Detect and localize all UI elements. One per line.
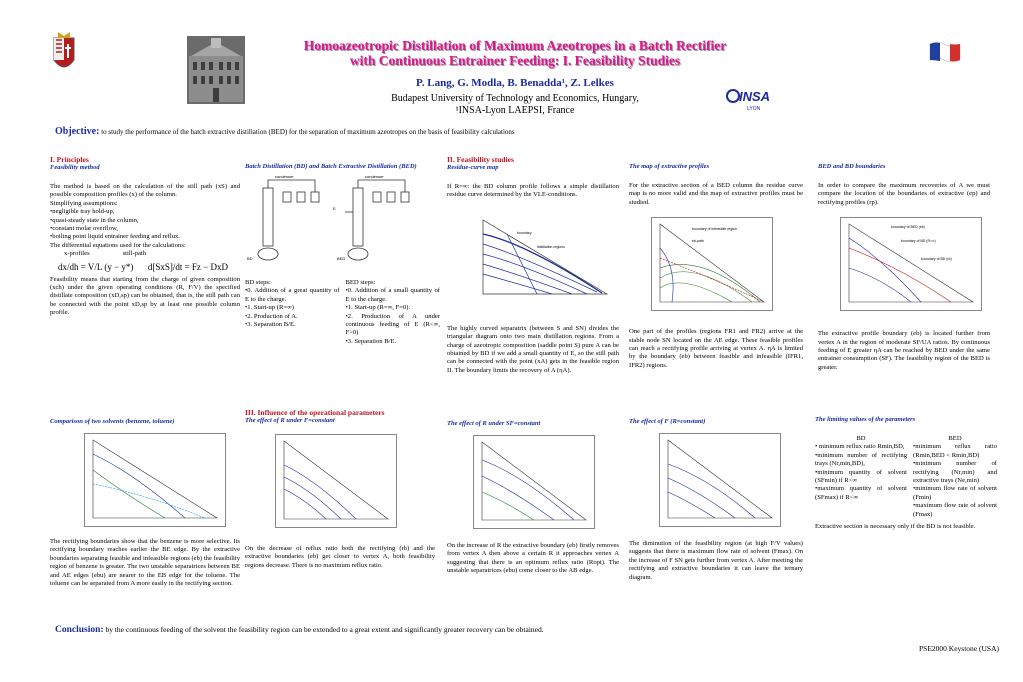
conclusion-label: Conclusion: — [55, 625, 104, 635]
svg-text:boundary of BD (R=∞): boundary of BD (R=∞) — [901, 239, 936, 244]
still-path-equation: d[SxS]/dt = Fz − DxD — [147, 261, 228, 272]
bed-limit-item: •maximum flow rate of solvent (Fmax) — [913, 502, 997, 518]
svg-text:BED: BED — [337, 256, 346, 261]
conclusion — [55, 625, 544, 635]
extractive-regions-paragraph: One part of the profiles (regions FR1 and FR2) arrive at the stable node SN located on the AE edge. These feasible profiles can reach a rectifying profile arriving at vertex A. ηA is limited by the boundary (eb) between feasible and infeasible (IFR1, IFR2) regions. — [629, 328, 803, 369]
extractive-profiles-subheading: The map of extractive profiles — [629, 163, 710, 170]
residue-curve-map-diagram — [477, 214, 617, 304]
operational-parameters-heading: III. Influence of the operational parameters — [245, 408, 385, 417]
title-line-1: Homoazeotropic Distillation of Maximum Azeotropes in a Batch Rectifier — [303, 38, 727, 53]
svg-text:distillation regions: distillation regions — [537, 244, 565, 249]
svg-text:eb-path: eb-path — [692, 239, 704, 244]
effect-f-section — [629, 418, 803, 582]
effect-r-sf-const-diagram — [473, 435, 595, 529]
bed-step: •2. Production of A under continuous feeding of E (R<∞, F>0) — [345, 312, 440, 337]
svg-text:LYON: LYON — [747, 106, 761, 112]
svg-text:boundary of BD (rb): boundary of BD (rb) — [921, 257, 952, 262]
bd-bed-section — [245, 163, 440, 346]
bed-step: •1. Start-up (R=∞, F=0). — [345, 304, 411, 312]
extractive-profiles-diagram — [651, 217, 773, 311]
bd-limit-item: • minimum reflux ratio Rmin,BD, — [815, 443, 905, 451]
objective-text: to study the performance of the batch extractive distillation (BED) for the separation of maximum azeotropes on the basis of feasibility calculations — [101, 128, 515, 136]
feasibility-method-subheading: Feasibility method — [50, 164, 100, 171]
bed-step: •0. Addition of a small quantity of E to the charge. — [345, 287, 440, 303]
bd-column-heading: BD — [856, 435, 866, 442]
bed-steps-heading: BED steps: — [345, 279, 376, 286]
x-profile-equation: dx/dh = V/L (y − y*) — [58, 261, 134, 272]
svg-text:condenser: condenser — [365, 174, 384, 179]
boundaries-paragraph: In order to compare the maximum recoveries of A we must compare the location of the boundaries of extractive (ep) and rectifying profiles (rp). — [818, 182, 990, 206]
limiting-note: Extractive section is necessary only if the BD is not feasible. — [815, 523, 976, 531]
extractive-profiles-paragraph: For the extractive section of a BED column the residue curve map is no more valid and the map of extractive profiles must be studied. — [629, 182, 803, 206]
residue-curve-paragraph: If R=∞: the BD column profile follows a simple distillation residue curve determined by the VLE-conditions. — [447, 183, 619, 199]
solvent-comparison-diagram — [84, 433, 226, 527]
bd-bed-subheading: Batch Distillation (BD) and Batch Extractive Distillation (BED) — [245, 163, 417, 170]
feasibility-studies-heading: II. Feasibility studies — [447, 155, 514, 164]
assumption-item: •constant molar overflow, — [50, 225, 118, 233]
bd-limit-item: •minimum quantity of solvent (SFmin) if R<∞ — [815, 468, 907, 485]
bed-column-heading: BED — [948, 435, 962, 442]
boundaries-diagram — [840, 217, 982, 311]
bed-bd-boundaries-subheading: BED and BD boundaries — [818, 163, 886, 170]
solvent-comparison-subheading: Comparison of two solvents (benzene, toluene) — [50, 418, 175, 425]
principles-section — [50, 155, 240, 318]
equation-labels: x-profiles still-path — [64, 250, 147, 258]
bd-step: •3. Separation B/E. — [245, 321, 296, 329]
bd-limit-item: •minimum number of rectifying trays (Nr,min,BD), — [815, 451, 907, 468]
objective — [55, 126, 985, 137]
university-crest-icon — [52, 30, 76, 76]
principles-heading: I. Principles — [50, 155, 89, 164]
affiliation-2: ¹INSA-Lyon LAEPSI, France — [455, 105, 575, 116]
bed-limit-item: •minimum flow rate of solvent (Fmin) — [913, 485, 997, 501]
objective-label: Objective: — [55, 126, 100, 137]
bed-limit-item: •minimum reflux ratio (Rmin,BED < Rmin,BD) — [913, 443, 997, 459]
assumptions-heading: Simplifying assumptions: — [50, 199, 118, 207]
assumption-item: •boiling point liquid entrainer feeding and reflux. — [50, 233, 180, 241]
feasibility-studies-section — [447, 155, 619, 375]
effect-r-sf-const-subheading: The effect of R under SF=constant — [447, 420, 541, 427]
bed-step: •3. Separation B/E. — [345, 337, 397, 345]
bd-steps-heading: BD steps: — [245, 279, 271, 286]
svg-text:boundary of infeasible region: boundary of infeasible region — [692, 227, 737, 232]
bd-step: •2. Production of A. — [245, 312, 298, 320]
residue-curve-subheading: Residue-curve map — [447, 164, 499, 171]
bd-step: •0. Addition of a great quantity of E to the charge. — [245, 287, 340, 303]
separatrix-paragraph: The highly curved separatrix (between S and SN) divides the triangular diagram onto two main distillation regions. From a charge of azeotropic composition (saddle point S) pure A can be obtained by BD if we add a small quantity of E, so the still path can be connected with the point (xA) gets in the feasible region II. The boundary limits the recovery of A (ηA). — [447, 324, 619, 374]
conclusion-text: by the continuous feeding of the solvent the feasibility region can be extended to a great extent and significantly greater recovery can be obtained. — [105, 625, 544, 634]
effect-r-f-const-subheading: The effect of R under F=constant — [245, 417, 335, 424]
svg-text:INSA: INSA — [739, 89, 771, 104]
effect-r-sf-const-text: On the increase of R the extractive boundary (eb) firstly removes from vertex A then above a certain R it approaches vertex A suggesting that there is an optimum reflux ratio (Ropt). The unstable separatrices (ebu) come closer to the AB edge. — [447, 542, 619, 575]
svg-text:boundary of BED (eb): boundary of BED (eb) — [891, 225, 925, 230]
effect-f-diagram — [659, 433, 781, 527]
boundary-comparison-paragraph: The extractive profile boundary (eb) is located further from vertex A in the region of moderate SF/UA ratios. By continuous feeding of E greater ηA can be reached by BED under the same entrainer consumption (SF). The feasibility region of the BED is greater. — [818, 330, 990, 371]
operational-parameters-section — [245, 408, 435, 570]
svg-text:E: E — [333, 206, 336, 211]
assumption-item: •negligible tray hold-up, — [50, 208, 115, 216]
assumption-item: •quasi-steady state in the column, — [50, 216, 139, 224]
bed-limit-item: •minimum number of rectifying (Nr,min) and extractive trays (Ne,min) — [913, 460, 997, 485]
authors: P. Lang, G. Modla, B. Benadda¹, Z. Lelkes — [416, 77, 614, 89]
effect-f-subheading: The effect of F (R=constant) — [629, 418, 706, 425]
footer-conference: PSE2000 Keystone (USA) — [919, 644, 999, 653]
solvent-comparison-section — [50, 418, 240, 588]
university-building-photo — [187, 36, 245, 104]
limiting-values-section — [815, 416, 1005, 531]
svg-text:BD: BD — [247, 256, 253, 261]
bed-bd-boundaries-section — [818, 163, 990, 372]
method-paragraph: The method is based on the calculation of the still path (xS) and possible composition profiles (x) of the column. — [50, 183, 240, 199]
column-schematics-diagram — [245, 172, 435, 272]
poster-title — [250, 38, 780, 68]
svg-text:condenser: condenser — [275, 174, 294, 179]
feasibility-definition: Feasibility means that starting from the charge of given composition (xch) under the given operating conditions (R, F/V) the specified distillate composition (xD,sp) can be obtained, that is, the still path can be connected with the point xD,sp by at least one possible column profile. — [50, 275, 240, 317]
equations-intro: The differential equations used for the calculations: — [50, 241, 186, 249]
effect-r-f-const-text: On the decrease of reflux ratio both the rectifying (rb) and the extractive boundaries (eb) get closer to vertex A, both feasibility regions decrease. There is no maximum reflux ratio. — [245, 545, 435, 569]
extractive-profiles-section — [629, 163, 803, 370]
title-line-2: with Continuous Entrainer Feeding: I. Feasibility Studies — [349, 53, 681, 68]
effect-f-text: The diminution of the feasibility region (at high F/V values) suggests that there is maximum flow rate of solvent (Fmax). On the increase of F SN gets further from vertex A. After meeting the rectifying and extractive boundaries it can leave the ternary diagram. — [629, 540, 803, 581]
affiliations — [250, 93, 780, 117]
effect-r-f-const-diagram — [275, 434, 397, 528]
affiliation-1: Budapest University of Technology and Economics, Hungary, — [391, 93, 639, 104]
bd-limit-item: •maximum quantity of solvent (SFmax) if R<∞ — [815, 485, 907, 501]
svg-text:boundary: boundary — [517, 230, 532, 235]
solvent-comparison-text: The rectifying boundaries show that the benzene is more selective. Its rectifying boundary reaches earlier the BE edge. By the extractive boundaries separating feasible and infeasible regions (eb) the feasibility region of benzene is greater. The two unstable separatrices between BE and AE edges (ebu) are nearer to the EB edge for the toluene. The toluene can be separated from A more easily in the rectifying section. — [50, 538, 240, 588]
bd-step: •1. Start-up (R=∞) — [245, 304, 295, 312]
effect-r-sf-const-section — [447, 420, 619, 576]
france-flag-icon — [928, 38, 962, 66]
limiting-values-subheading: The limiting values of the parameters — [815, 416, 916, 423]
